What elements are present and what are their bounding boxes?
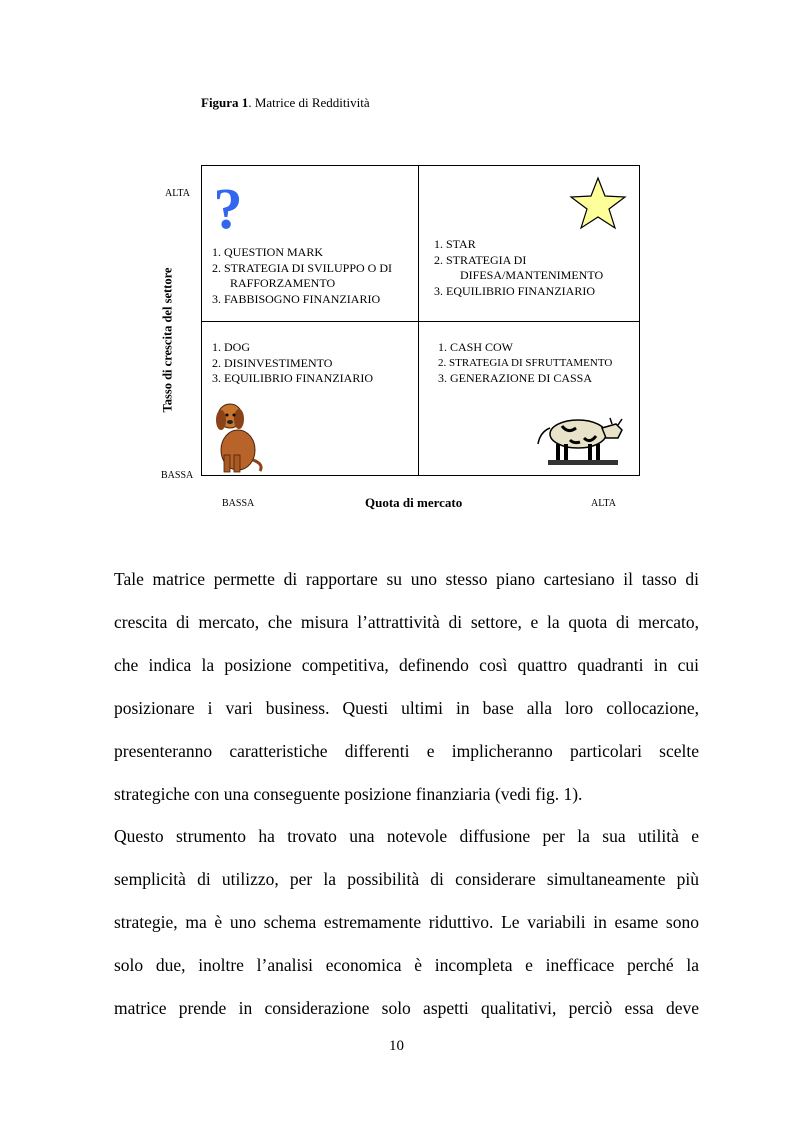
figure-label: Figura 1 [201, 95, 249, 110]
quadrant-dog [212, 340, 373, 387]
paragraph-line: presenteranno caratteristiche differenti e implicheranno particolari scelte [114, 741, 699, 761]
y-axis-title: Tasso di crescita del settore [160, 267, 175, 413]
paragraph-1 [114, 561, 699, 812]
cow-icon [532, 404, 628, 468]
question-mark-icon [212, 182, 244, 234]
list-item: 2. STRATEGIA DI SVILUPPO O DI [212, 260, 393, 275]
x-axis-low-label: BASSA [222, 498, 255, 509]
matrix-horizontal-divider [202, 321, 639, 322]
x-axis-high-label: ALTA [591, 498, 616, 509]
paragraph-line: Tale matrice permette di rapportare su uno stesso piano cartesiano il tasso di [114, 569, 699, 589]
list-item: 2. DISINVESTIMENTO [212, 355, 333, 370]
list-item: 1. CASH COW [438, 340, 514, 354]
paragraph-line: matrice prende in considerazione solo aspetti qualitativi, perciò essa deve [114, 998, 699, 1018]
svg-text:?: ? [213, 182, 243, 234]
list-item: 2. STRATEGIA DI SFRUTTAMENTO [438, 356, 613, 369]
paragraph-line: strategie, ma è uno schema estremamente riduttivo. Le variabili in esame sono [114, 912, 699, 932]
paragraph-line: strategiche con una conseguente posizione finanziaria (vedi fig. 1). [114, 784, 583, 804]
paragraph-line: che indica la posizione competitiva, definendo così quattro quadranti in cui [114, 655, 699, 675]
star-icon [568, 176, 628, 230]
paragraph-line: solo due, inoltre l’analisi economica è incompleta e inefficace perché la [114, 955, 699, 975]
growth-share-matrix [201, 165, 640, 476]
paragraph-line: Questo strumento ha trovato una notevole diffusione per la sua utilità e [114, 826, 699, 846]
list-item: 3. EQUILIBRIO FINANZIARIO [212, 371, 373, 385]
list-item: 3. EQUILIBRIO FINANZIARIO [434, 283, 595, 298]
y-axis-high-label: ALTA [165, 188, 190, 199]
list-item: 1. STAR [434, 237, 476, 251]
paragraph-line: semplicità di utilizzo, per la possibilità di considerare simultaneamente più [114, 869, 699, 889]
list-item: 1. QUESTION MARK [212, 245, 323, 259]
page-number: 10 [389, 1038, 404, 1054]
figure-caption [201, 95, 370, 111]
list-item: DIFESA/MANTENIMENTO [460, 268, 604, 282]
list-item: 1. DOG [212, 340, 250, 354]
paragraph-2 [114, 818, 699, 1026]
list-item: RAFFORZAMENTO [230, 276, 336, 290]
paragraph-line: posizionare i vari business. Questi ultimi in base alla loro collocazione, [114, 698, 699, 718]
quadrant-star [434, 237, 603, 299]
quadrant-question-mark [212, 245, 392, 307]
list-item: 3. GENERAZIONE DI CASSA [438, 371, 592, 385]
y-axis-low-label: BASSA [161, 470, 194, 481]
list-item: 3. FABBISOGNO FINANZIARIO [212, 291, 381, 306]
figure-title: . Matrice di Redditività [248, 95, 370, 110]
quadrant-cash-cow [438, 340, 612, 387]
dog-icon [210, 400, 266, 474]
paragraph-line: crescita di mercato, che misura l’attrattività di settore, e la quota di mercato, [114, 612, 699, 632]
x-axis-title: Quota di mercato [365, 495, 463, 510]
list-item: 2. STRATEGIA DI [434, 252, 527, 267]
